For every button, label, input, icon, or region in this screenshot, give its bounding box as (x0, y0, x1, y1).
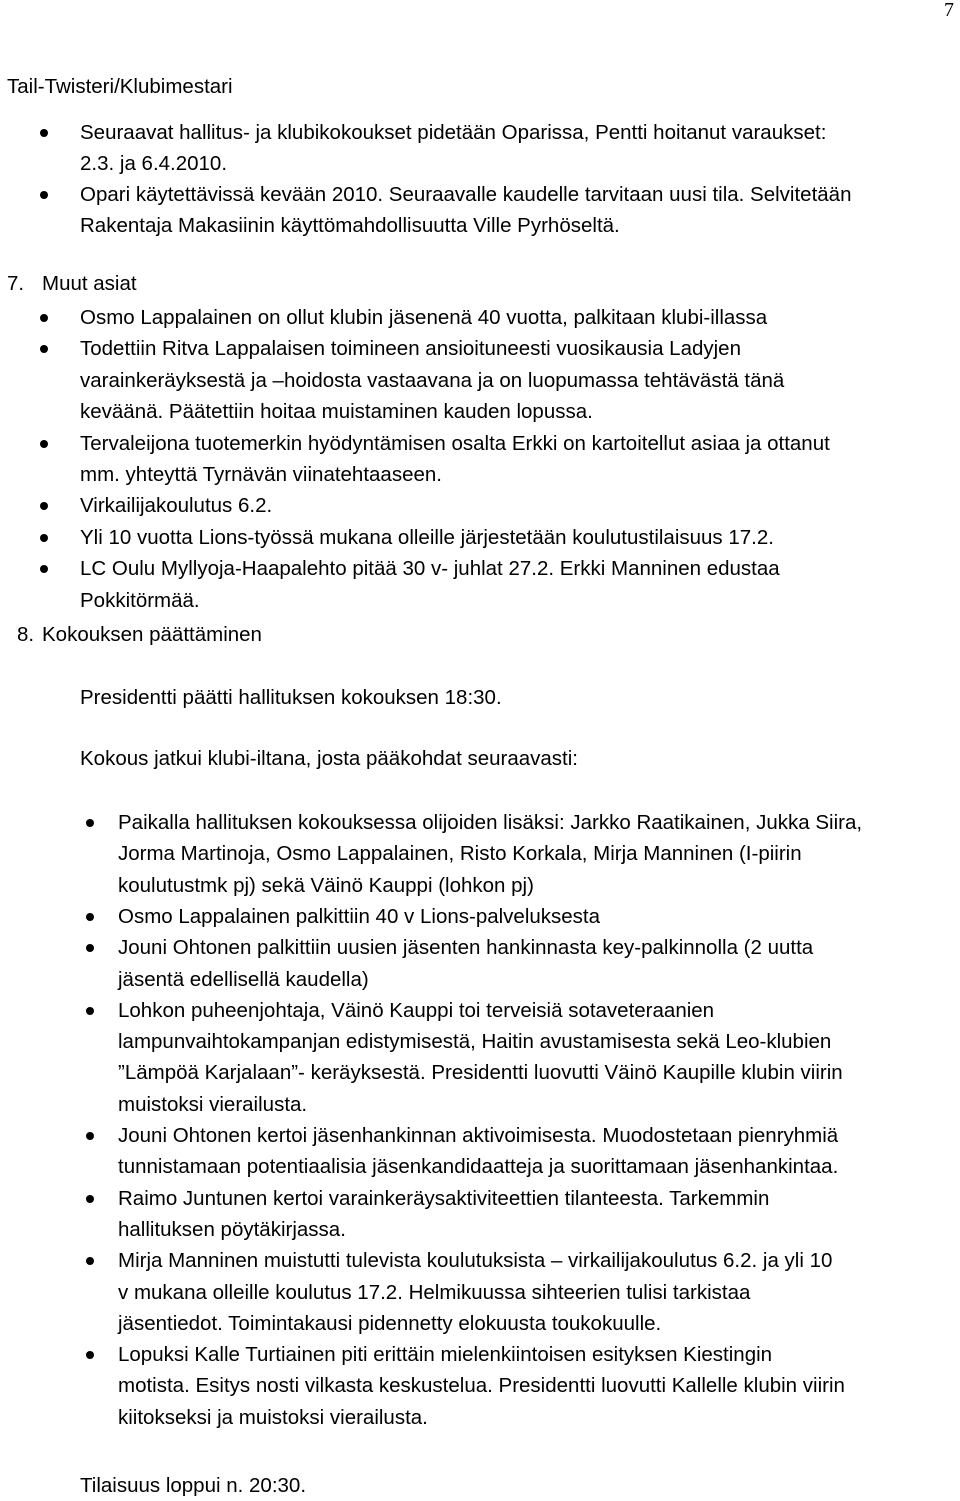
bullet-icon (40, 534, 48, 542)
list-item-line: kiitokseksi ja muistoksi vierailusta. (118, 1405, 428, 1429)
list-item-line: jäsentä edellisellä kaudella) (118, 967, 369, 991)
end-statement: Tilaisuus loppui n. 20:30. (80, 1474, 307, 1497)
bullet-icon (40, 191, 48, 199)
list-item-line: Yli 10 vuotta Lions-työssä mukana olleille järjestetään koulutustilaisuus 17.2. (80, 525, 774, 549)
bullet-icon (40, 314, 48, 322)
section-heading: Tail-Twisteri/Klubimestari (7, 75, 233, 98)
bullet-icon (86, 819, 94, 827)
list-item-line: LC Oulu Myllyoja-Haapalehto pitää 30 v- juhlat 27.2. Erkki Manninen edustaa (80, 557, 780, 581)
list-item-line: varainkeräyksestä ja –hoidosta vastaavana ja on luopumassa tehtävästä tänä (80, 368, 785, 392)
list-item-line: muistoksi vierailusta. (118, 1092, 308, 1116)
bullet-icon (86, 1132, 94, 1140)
bullet-icon (40, 129, 48, 137)
bullet-icon (40, 565, 48, 573)
list-item-line: Seuraavat hallitus- ja klubikokoukset pidetään Oparissa, Pentti hoitanut varaukset: (80, 121, 827, 144)
list-item-line: Virkailijakoulutus 6.2. (80, 494, 273, 518)
section-title: Kokouksen päättäminen (42, 623, 262, 646)
list-item-line: Rakentaja Makasiinin käyttömahdollisuutta Ville Pyrhöseltä. (80, 214, 620, 237)
list-item-line: Tervaleijona tuotemerkin hyödyntämisen osalta Erkki on kartoitellut asiaa ja ottanut (80, 431, 830, 455)
list-item-line: hallituksen pöytäkirjassa. (118, 1217, 346, 1241)
list-item-line: jäsentiedot. Toimintakausi pidennetty elokuusta toukokuulle. (118, 1311, 662, 1335)
list-item-line: Todettiin Ritva Lappalaisen toimineen ansioituneesti vuosikausia Ladyjen (80, 337, 741, 361)
list-item-line: Mirja Manninen muistutti tulevista koulutuksista – virkailijakoulutus 6.2. ja yli 10 (118, 1249, 833, 1273)
bullet-icon (86, 1257, 94, 1265)
list-item-line: ”Lämpöä Karjalaan”- keräyksestä. Presidentti luovutti Väinö Kaupille klubin viirin (118, 1061, 843, 1085)
list-item-line: Jorma Martinoja, Osmo Lappalainen, Risto Korkala, Mirja Manninen (I-piirin (118, 842, 802, 866)
section-number: 8. (17, 623, 35, 646)
bullet-icon (86, 913, 94, 921)
list-item-line: Osmo Lappalainen on ollut klubin jäsenenä 40 vuotta, palkitaan klubi-illassa (80, 306, 768, 329)
bullet-icon (86, 1351, 94, 1359)
page-number: 7 (944, 0, 954, 21)
section-title: Muut asiat (42, 272, 137, 295)
list-item-line: Raimo Juntunen kertoi varainkeräysaktiviteettien tilanteesta. Tarkemmin (118, 1186, 770, 1210)
list-item-line: Osmo Lappalainen palkittiin 40 v Lions-palveluksesta (118, 904, 601, 928)
bullet-icon (40, 345, 48, 353)
list-item-line: Paikalla hallituksen kokouksessa olijoiden lisäksi: Jarkko Raatikainen, Jukka Siira, (118, 811, 863, 834)
list-item-line: keväänä. Päätettiin hoitaa muistaminen kauden lopussa. (80, 400, 593, 424)
bullet-icon (86, 1195, 94, 1203)
list-item-line: koulutustmk pj) sekä Väinö Kauppi (lohkon pj) (118, 873, 534, 897)
bullet-icon (86, 1007, 94, 1015)
list-item-line: lampunvaihtokampanjan edistymisestä, Haitin avustamisesta sekä Leo-klubien (118, 1030, 832, 1054)
list-item-line: Lohkon puheenjohtaja, Väinö Kauppi toi terveisiä sotaveteraanien (118, 998, 715, 1022)
list-item-line: Jouni Ohtonen palkittiin uusien jäsenten hankinnasta key-palkinnolla (2 uutta (118, 936, 814, 960)
list-item-line: Lopuksi Kalle Turtiainen piti erittäin mielenkiintoisen esityksen Kiestingin (118, 1343, 773, 1367)
section-number: 7. (7, 272, 25, 295)
bullet-icon (86, 944, 94, 952)
list-item-line: Jouni Ohtonen kertoi jäsenhankinnan aktivoimisesta. Muodostetaan pienryhmiä (118, 1124, 839, 1147)
list-item-line: mm. yhteyttä Tyrnävän viinatehtaaseen. (80, 463, 442, 486)
bullet-icon (40, 502, 48, 510)
continuation-statement: Kokous jatkui klubi-iltana, josta pääkohdat seuraavasti: (80, 747, 578, 770)
list-item-line: Pokkitörmää. (80, 588, 200, 612)
list-item-line: v mukana olleille koulutus 17.2. Helmikuussa sihteerien tulisi tarkistaa (118, 1280, 751, 1304)
bullet-icon (40, 440, 48, 448)
closing-statement: Presidentti päätti hallituksen kokouksen 18:30. (80, 686, 502, 709)
list-item-line: motista. Esitys nosti vilkasta keskustelua. Presidentti luovutti Kallelle klubin viirin (118, 1374, 845, 1398)
list-item-line: tunnistamaan potentiaalisia jäsenkandidaatteja ja suorittamaan jäsenhankintaa. (118, 1155, 839, 1179)
list-item-line: 2.3. ja 6.4.2010. (80, 152, 228, 175)
list-item-line: Opari käytettävissä kevään 2010. Seuraavalle kaudelle tarvitaan uusi tila. Selvitetään (80, 183, 852, 206)
